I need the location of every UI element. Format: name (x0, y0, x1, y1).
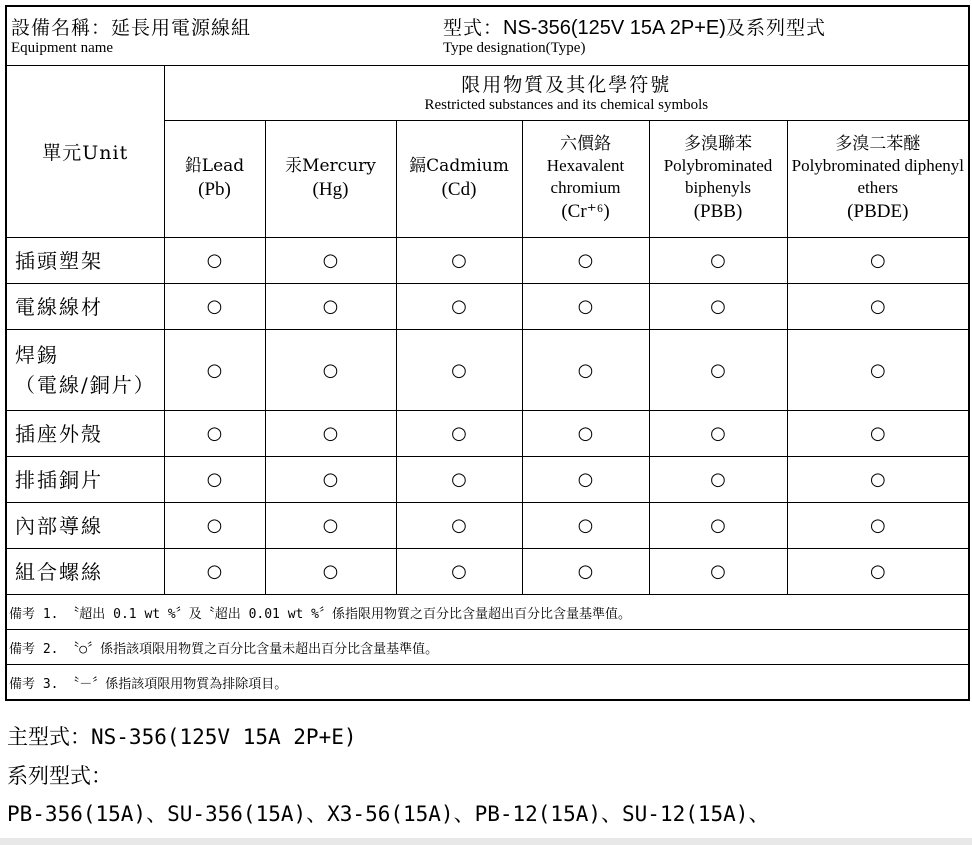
main-model-line: 主型式：NS-356(125V 15A 2P+E) (7, 725, 357, 749)
part-name: 內部導線 (6, 503, 164, 549)
part-name: 插頭塑架 (6, 238, 164, 284)
compliance-mark: ○ (265, 457, 396, 503)
compliance-mark: ○ (265, 284, 396, 330)
part-name: 焊錫 （電線/銅片） (6, 330, 164, 411)
rohs-declaration (5, 5, 968, 701)
compliance-mark: ○ (396, 411, 522, 457)
compliance-mark: ○ (396, 238, 522, 284)
compliance-mark: ○ (265, 503, 396, 549)
column-header: 多溴聯苯 Polybrominated biphenyls (PBB) (649, 121, 787, 238)
compliance-mark: ○ (649, 549, 787, 595)
column-header: 鉛Lead (Pb) (164, 121, 265, 238)
note-2: 備考 2. 〝○〞係指該項限用物質之百分比含量未超出百分比含量基準值。 (6, 630, 969, 665)
compliance-mark: ○ (265, 330, 396, 411)
compliance-mark: ○ (164, 411, 265, 457)
compliance-mark: ○ (787, 238, 969, 284)
compliance-mark: ○ (396, 549, 522, 595)
compliance-mark: ○ (649, 284, 787, 330)
unit-header: 單元Unit (6, 66, 164, 238)
compliance-mark: ○ (265, 238, 396, 284)
compliance-mark: ○ (396, 457, 522, 503)
table-row (6, 549, 969, 595)
part-name: 插座外殼 (6, 411, 164, 457)
compliance-mark: ○ (164, 457, 265, 503)
part-name: 電線線材 (6, 284, 164, 330)
series-label: 系列型式： (7, 764, 112, 788)
compliance-mark: ○ (787, 457, 969, 503)
table-row (6, 330, 969, 411)
compliance-mark: ○ (649, 238, 787, 284)
compliance-mark: ○ (164, 549, 265, 595)
compliance-mark: ○ (396, 284, 522, 330)
column-header: 多溴二苯醚 Polybrominated diphenyl ethers (PBDE) (787, 121, 969, 238)
compliance-mark: ○ (649, 503, 787, 549)
note-1: 備考 1. 〝超出 0.1 wt %〞及〝超出 0.01 wt %〞係指限用物質之百分比含量超出百分比含量基準值。 (6, 595, 969, 630)
type-model: NS-356(125V 15A 2P+E) (503, 16, 726, 39)
compliance-mark: ○ (265, 549, 396, 595)
part-name: 組合螺絲 (6, 549, 164, 595)
type-label: 型式： (443, 16, 504, 39)
compliance-mark: ○ (649, 457, 787, 503)
note-row (6, 630, 969, 665)
table-row (6, 238, 969, 284)
compliance-mark: ○ (522, 284, 649, 330)
note-row (6, 595, 969, 630)
equipment-name-label-en: Equipment name (11, 39, 114, 56)
compliance-mark: ○ (787, 411, 969, 457)
compliance-mark: ○ (649, 330, 787, 411)
restricted-title-row (6, 66, 969, 121)
compliance-mark: ○ (164, 503, 265, 549)
compliance-mark: ○ (522, 503, 649, 549)
page-bottom-band (0, 838, 972, 845)
column-header: 六價鉻 Hexavalent chromium (Cr⁺⁶) (522, 121, 649, 238)
table-row (6, 503, 969, 549)
restricted-title-cell (164, 66, 969, 121)
compliance-mark: ○ (522, 330, 649, 411)
compliance-mark: ○ (649, 411, 787, 457)
type-label-suffix: 及系列型式 (725, 16, 826, 39)
compliance-mark: ○ (265, 411, 396, 457)
compliance-mark: ○ (787, 503, 969, 549)
restricted-title: 限用物質及其化學符號 (461, 73, 672, 96)
compliance-mark: ○ (522, 457, 649, 503)
compliance-mark: ○ (522, 238, 649, 284)
equipment-header-row (6, 6, 969, 66)
compliance-mark: ○ (396, 503, 522, 549)
column-header: 汞Mercury (Hg) (265, 121, 396, 238)
note-row (6, 665, 969, 701)
part-name: 排插銅片 (6, 457, 164, 503)
compliance-mark: ○ (164, 238, 265, 284)
compliance-mark: ○ (522, 549, 649, 595)
table-row (6, 457, 969, 503)
restricted-substances-table (5, 5, 970, 701)
equipment-name-label: 設備名稱：延長用電源線組 (11, 16, 252, 39)
table-row (6, 284, 969, 330)
compliance-mark: ○ (164, 284, 265, 330)
series-model-list: PB-356(15A)、SU-356(15A)、X3-56(15A)、PB-12(15A)、SU-12(15A)、 (7, 802, 770, 826)
column-header: 鎘Cadmium (Cd) (396, 121, 522, 238)
compliance-mark: ○ (787, 330, 969, 411)
compliance-mark: ○ (522, 411, 649, 457)
compliance-mark: ○ (164, 330, 265, 411)
note-3: 備考 3. 〝－〞係指該項限用物質為排除項目。 (6, 665, 969, 701)
compliance-mark: ○ (787, 284, 969, 330)
equipment-header-cell (6, 6, 969, 66)
compliance-mark: ○ (787, 549, 969, 595)
table-row (6, 411, 969, 457)
type-designation-label: Type designation(Type) (443, 39, 586, 56)
compliance-mark: ○ (396, 330, 522, 411)
restricted-title-en: Restricted substances and its chemical symbols (424, 96, 709, 113)
